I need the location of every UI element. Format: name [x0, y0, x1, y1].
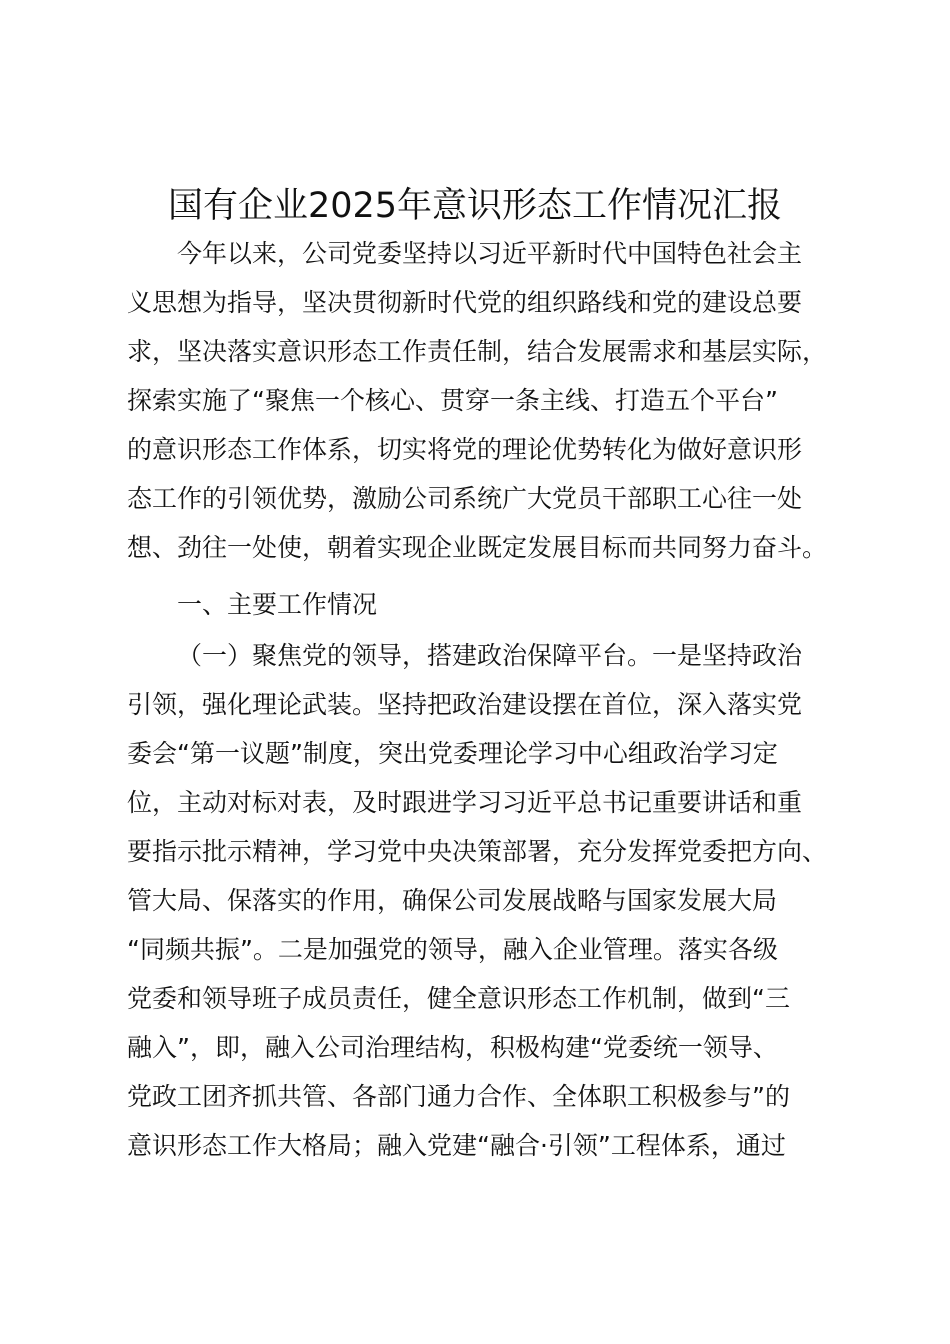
body-line: 的意识形态工作体系，切实将党的理论优势转化为做好意识形: [127, 435, 803, 464]
body-line: 党政工团齐抓共管、各部门通力合作、全体职工积极参与”的: [127, 1082, 790, 1111]
body-line: 态工作的引领优势，激励公司系统广大党员干部职工心往一处: [127, 484, 803, 513]
body-line: 今年以来，公司党委坚持以习近平新时代中国特色社会主: [177, 239, 803, 268]
body-line: 位，主动对标对表，及时跟进学习习近平总书记重要讲话和重: [127, 788, 803, 817]
body-line: 探索实施了“聚焦一个核心、贯穿一条主线、打造五个平台”: [127, 386, 778, 415]
body-line: 融入”，即，融入公司治理结构，积极构建“党委统一领导、: [127, 1033, 778, 1062]
body-line: “同频共振”。二是加强党的领导，融入企业管理。落实各级: [127, 935, 778, 964]
body-line: 党委和领导班子成员责任，健全意识形态工作机制，做到“三: [127, 984, 790, 1013]
body-line: （一）聚焦党的领导，搭建政治保障平台。一是坚持政治: [177, 641, 803, 670]
section-heading: 一、主要工作情况: [177, 590, 378, 619]
document-title: 国有企业2025年意识形态工作情况汇报: [167, 186, 783, 226]
body-line: 义思想为指导，坚决贯彻新时代党的组织路线和党的建设总要: [127, 288, 803, 317]
body-line: 求，坚决落实意识形态工作责任制，结合发展需求和基层实际，: [127, 337, 828, 366]
body-line: 意识形态工作大格局；融入党建“融合·引领”工程体系，通过: [127, 1131, 786, 1160]
body-line: 委会“第一议题”制度，突出党委理论学习中心组政治学习定: [127, 739, 778, 768]
body-line: 想、劲往一处使，朝着实现企业既定发展目标而共同努力奋斗。: [127, 533, 828, 562]
body-line: 管大局、保落实的作用，确保公司发展战略与国家发展大局: [127, 886, 778, 915]
body-line: 要指示批示精神，学习党中央决策部署，充分发挥党委把方向、: [127, 837, 828, 866]
body-line: 引领，强化理论武装。坚持把政治建设摆在首位，深入落实党: [127, 690, 803, 719]
